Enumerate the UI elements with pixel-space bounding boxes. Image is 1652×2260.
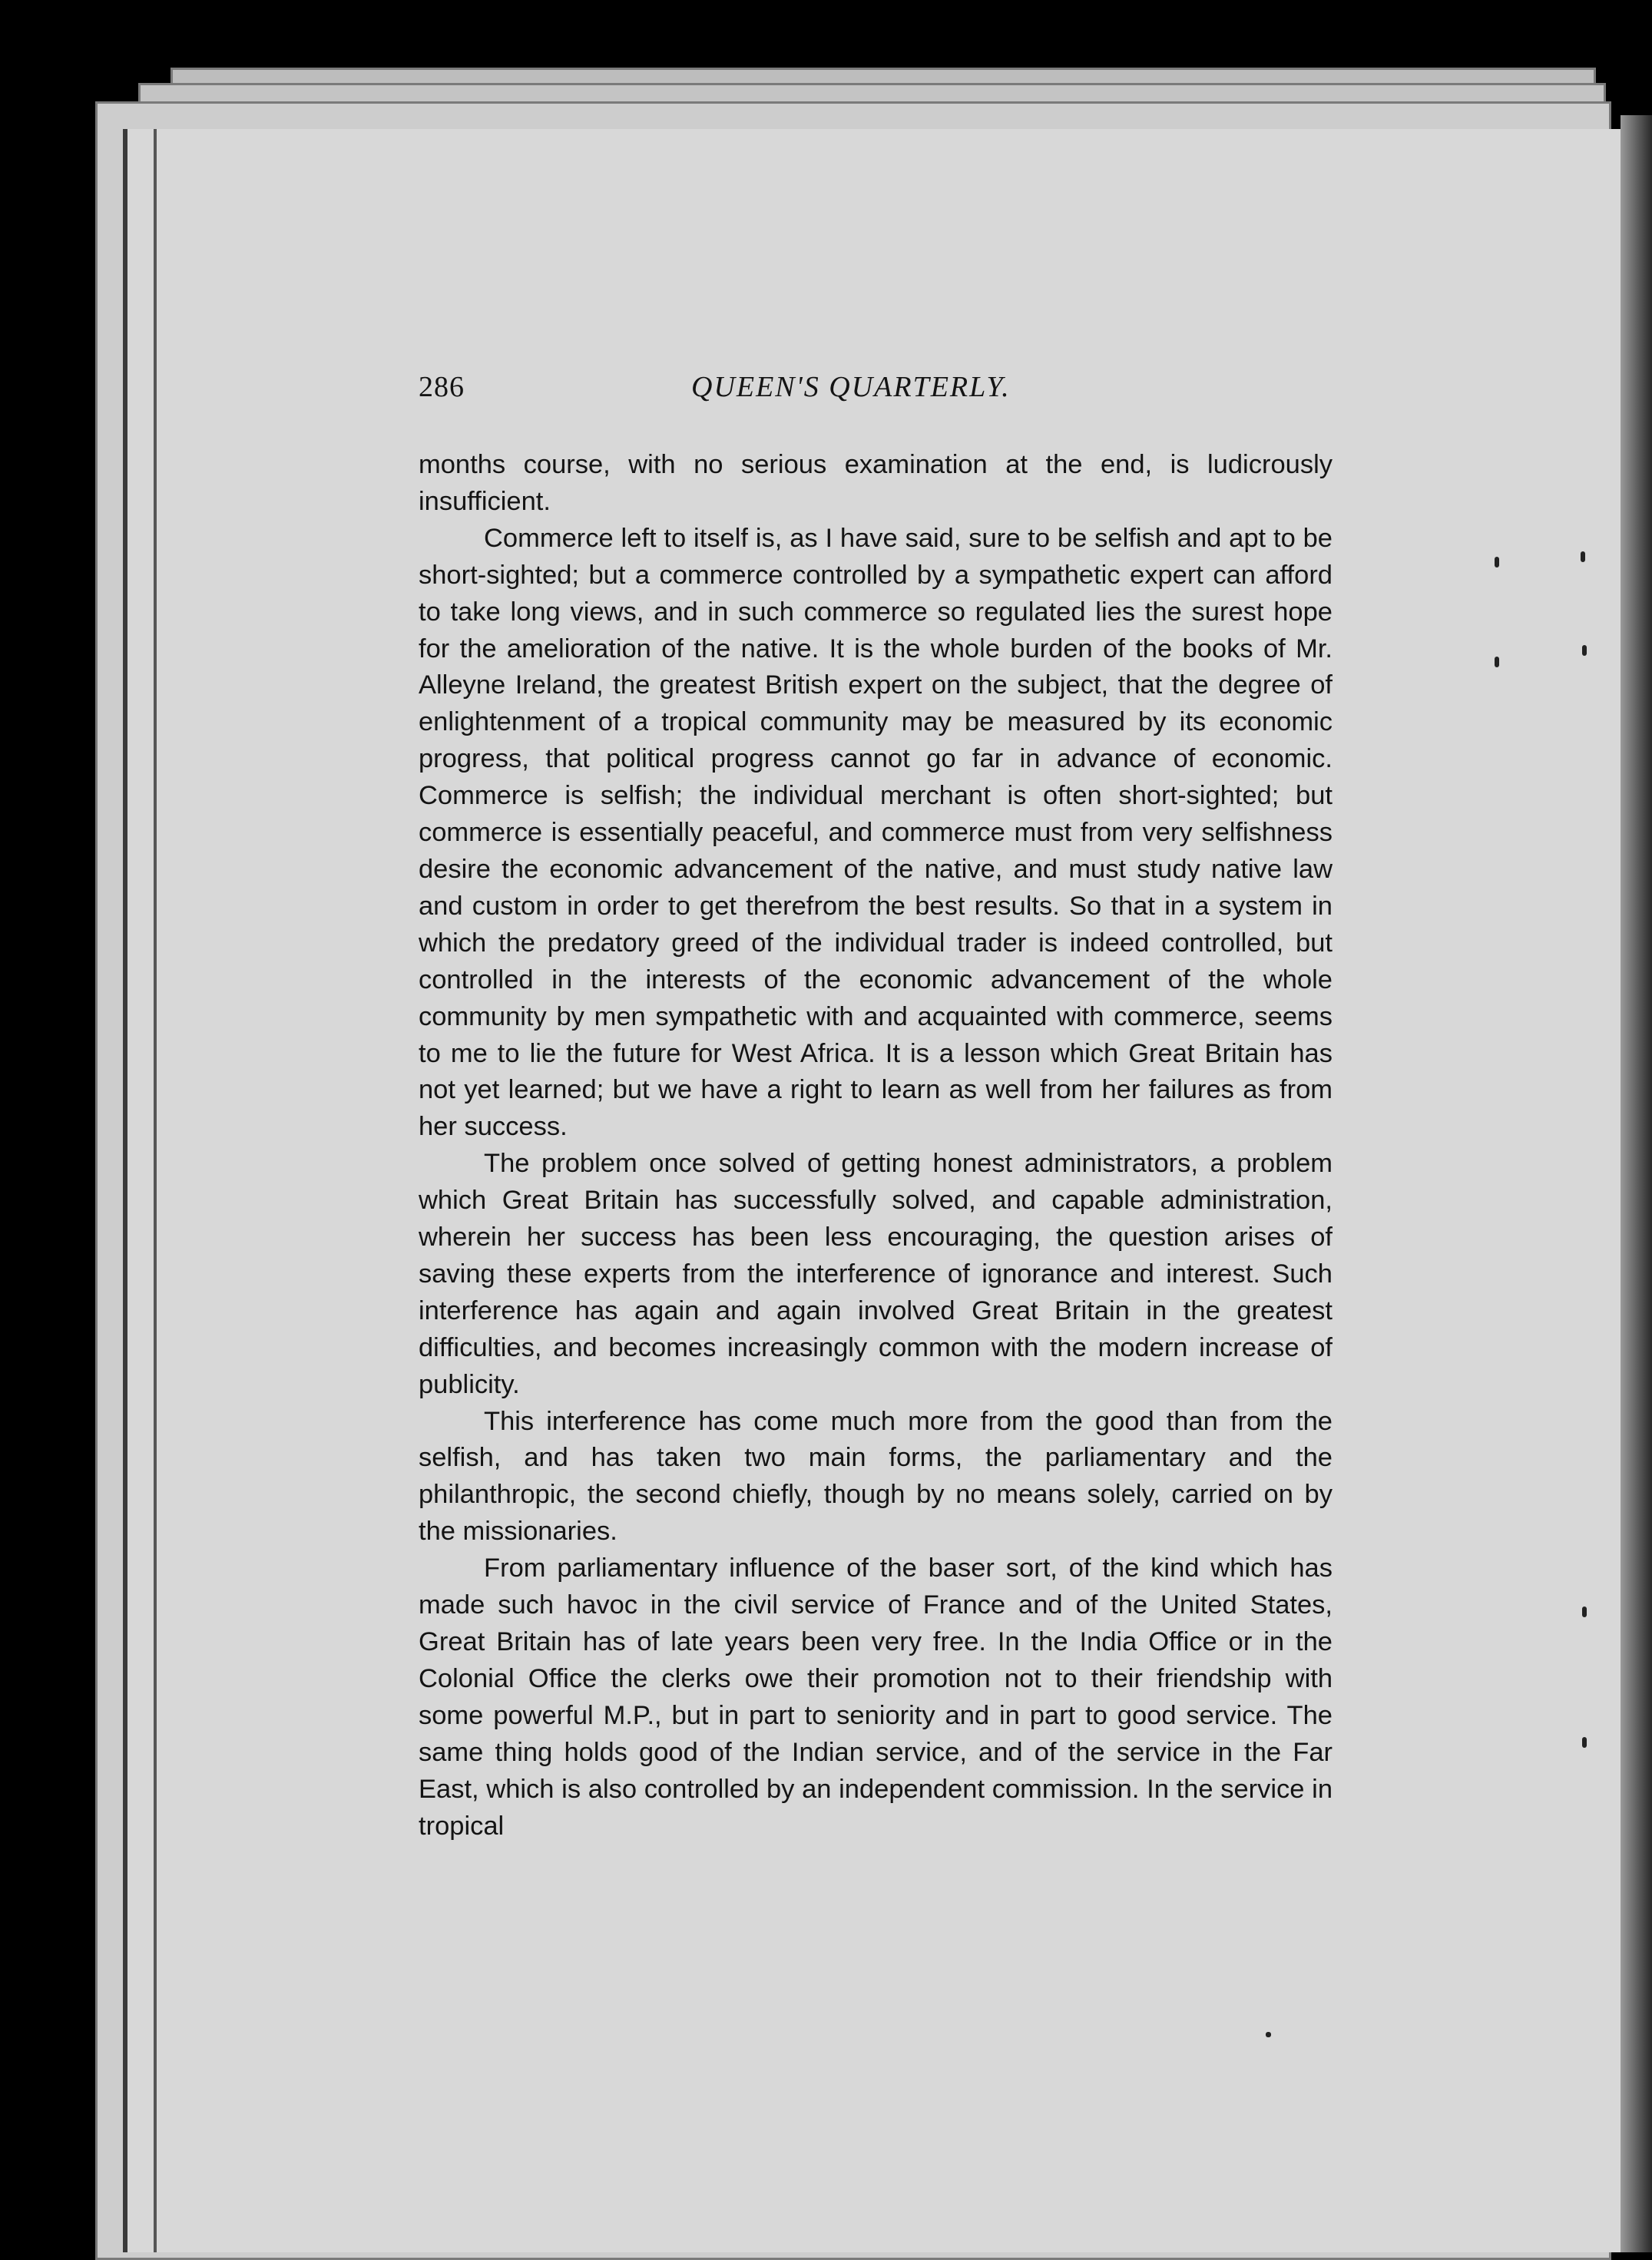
page-binding-edge <box>154 129 157 2252</box>
scan-speck <box>1266 2032 1271 2037</box>
paragraph: The problem once solved of getting honest administrators, a problem which Great Britain has successfully solved, and capable administration, wherein her success has been less encouraging, the question arises of saving these experts from the interference of ignorance and interest. Such interference has again and again involved Great Britain in the greatest difficulties, and becomes increasingly common with the modern increase of publicity. <box>419 1149 1333 1399</box>
running-head: QUEEN'S QUARTERLY. <box>691 371 1011 403</box>
paragraph: Commerce left to itself is, as I have said, sure to be selfish and apt to be short-sighted; but a commerce controlled by a sympathetic expert can afford to take long views, and in such commerce so regulated lies the surest hope for the amelioration of the native. It is the whole burden of the books of Mr. Alleyne Ireland, the greatest British expert on the subject, that the degree of enlightenment of a tropical community may be measured by its economic progress, that political progress cannot go far in advance of economic. Commerce is selfish; the individual merchant is often short-sighted; but commerce is essentially peaceful, and commerce must from very selfishness desire the economic advancement of the native, and must study native law and custom in order to get therefrom the best results. So that in a system in which the predatory greed of the individual trader is indeed controlled, but controlled in the interests of the economic advancement of the whole community by men sympathetic with and acquainted with commerce, seems to me to lie the future for West Africa. It is a lesson which Great Britain has not yet learned; but we have a right to learn as well from her failures as from her success. <box>419 523 1333 1142</box>
scan-speck <box>1582 645 1587 656</box>
page-shadow <box>1621 115 1652 2252</box>
scan-speck <box>1581 551 1585 562</box>
paragraph: months course, with no serious examination at the end, is ludicrously insufficient. <box>419 450 1333 516</box>
scan-speck <box>1495 557 1499 567</box>
scan-speck <box>1582 1737 1587 1748</box>
scan-speck <box>1582 1606 1587 1617</box>
paragraph: From parliamentary influence of the baser sort, of the kind which has made such havoc in the civil service of France and of the United States, Great Britain has of late years been very free. In the India Office or in the Colonial Office the clerks owe their promotion not to their friendship with some powerful M.P., but in part to seniority and in part to good service. The same thing holds good of the Indian service, and of the service in the Far East, which is also controlled by an independent commission. In the service in tropical <box>419 1554 1333 1841</box>
scan-speck <box>1495 657 1499 667</box>
paragraph: This interference has come much more from the good than from the selfish, and has taken two main forms, the parliamentary and the philanthropic, the second chiefly, though by no means solely, carried on by the missionaries. <box>419 1406 1333 1547</box>
body-text <box>419 447 1333 1845</box>
page-number: 286 <box>419 371 465 403</box>
page-header <box>419 370 1333 416</box>
